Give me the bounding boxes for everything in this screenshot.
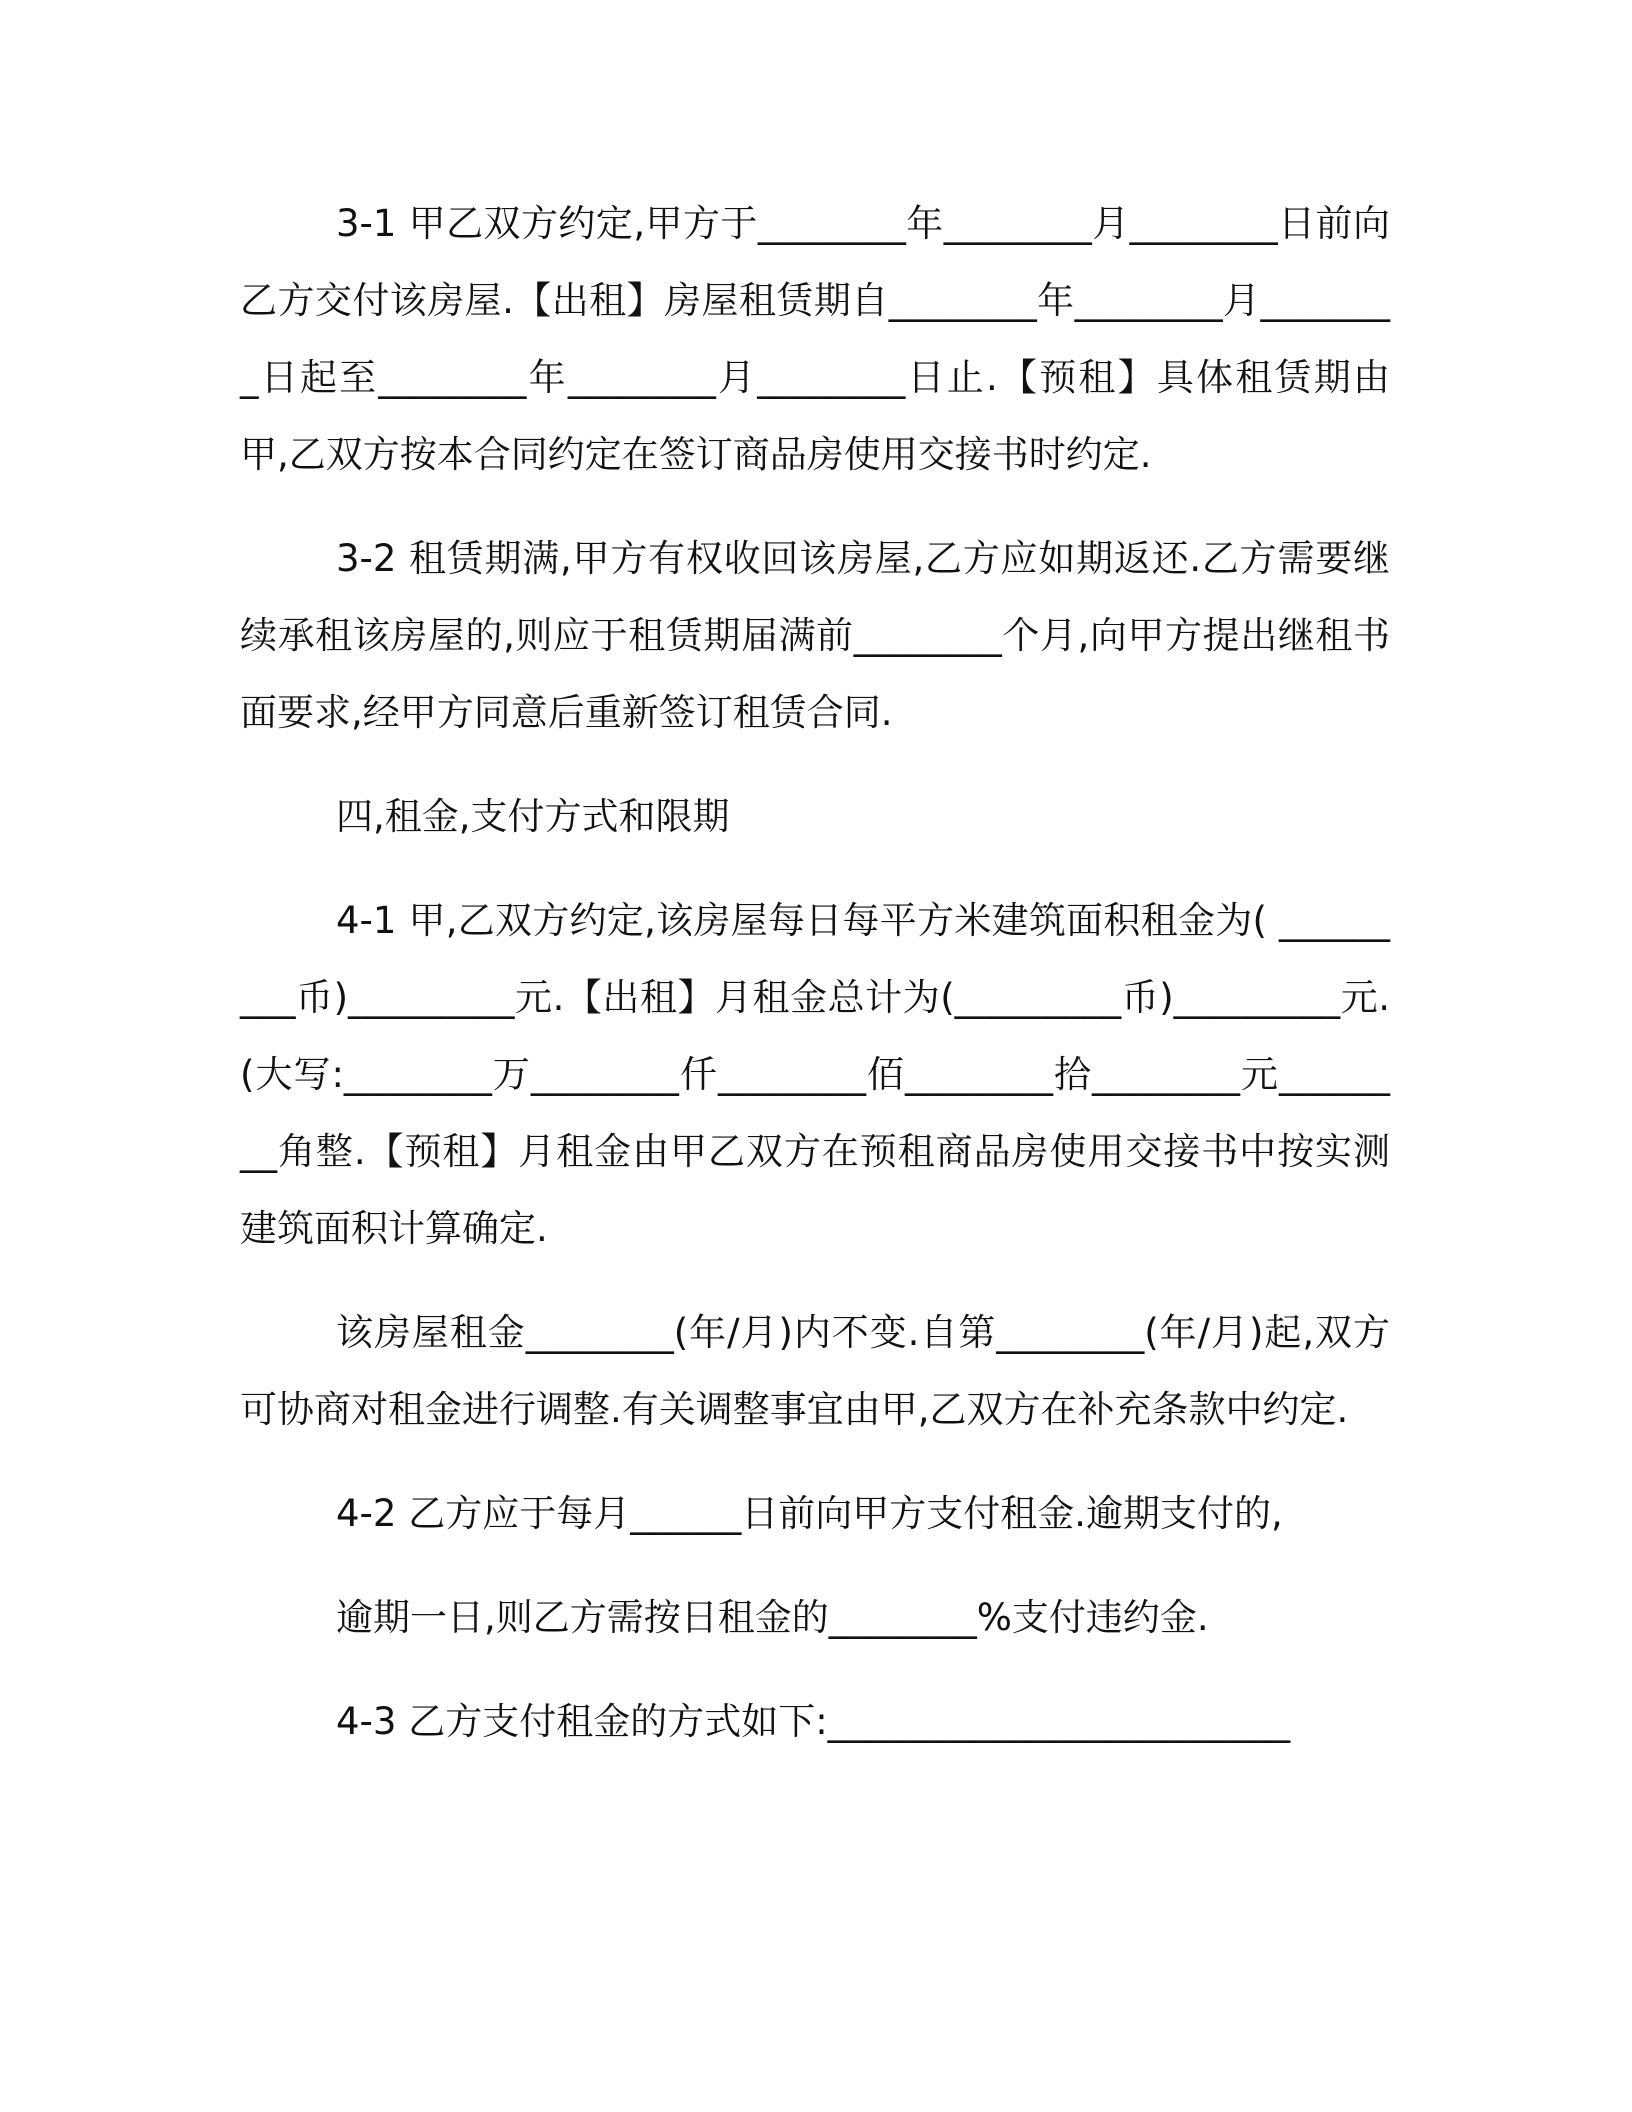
contract-body (240, 185, 1390, 1787)
rent-adjustment-paragraph: 该房屋租金________(年/月)内不变.自第________(年/月)起,双方可协商对租金进行调整.有关调整事宜由甲,乙双方在补充条款中约定. (240, 1311, 1390, 1431)
section-4-heading: 四,租金,支付方式和限期 (336, 795, 730, 838)
clause-3-1-paragraph: 3-1 甲乙双方约定,甲方于________年________月________日前向乙方交付该房屋.【出租】房屋租赁期自________年________月________日起至________年________月________日止.【预租】具体租赁期由甲,乙双方按本合同约定在签订商品房使用交接书时约定. (240, 202, 1390, 476)
clause-4-1-paragraph: 4-1 甲,乙双方约定,该房屋每日每平方米建筑面积租金为( _________币)_________元.【出租】月租金总计为(_________币)_________元.(大写:________万________仟________佰________拾________元________角整.【预租】月租金由甲乙双方在预租商品房使用交接书中按实测建筑面积计算确定. (240, 899, 1390, 1250)
late-penalty-paragraph: 逾期一日,则乙方需按日租金的________%支付违约金. (336, 1596, 1209, 1639)
clause-3-2-paragraph: 3-2 租赁期满,甲方有权收回该房屋,乙方应如期返还.乙方需要继续承租该房屋的,则应于租赁期届满前________个月,向甲方提出继租书面要求,经甲方同意后重新签订租赁合同. (240, 537, 1390, 734)
clause-4-3-paragraph: 4-3 乙方支付租金的方式如下:_________________________ (336, 1700, 1291, 1743)
clause-4-2-paragraph: 4-2 乙方应于每月______日前向甲方支付租金.逾期支付的, (336, 1492, 1283, 1535)
